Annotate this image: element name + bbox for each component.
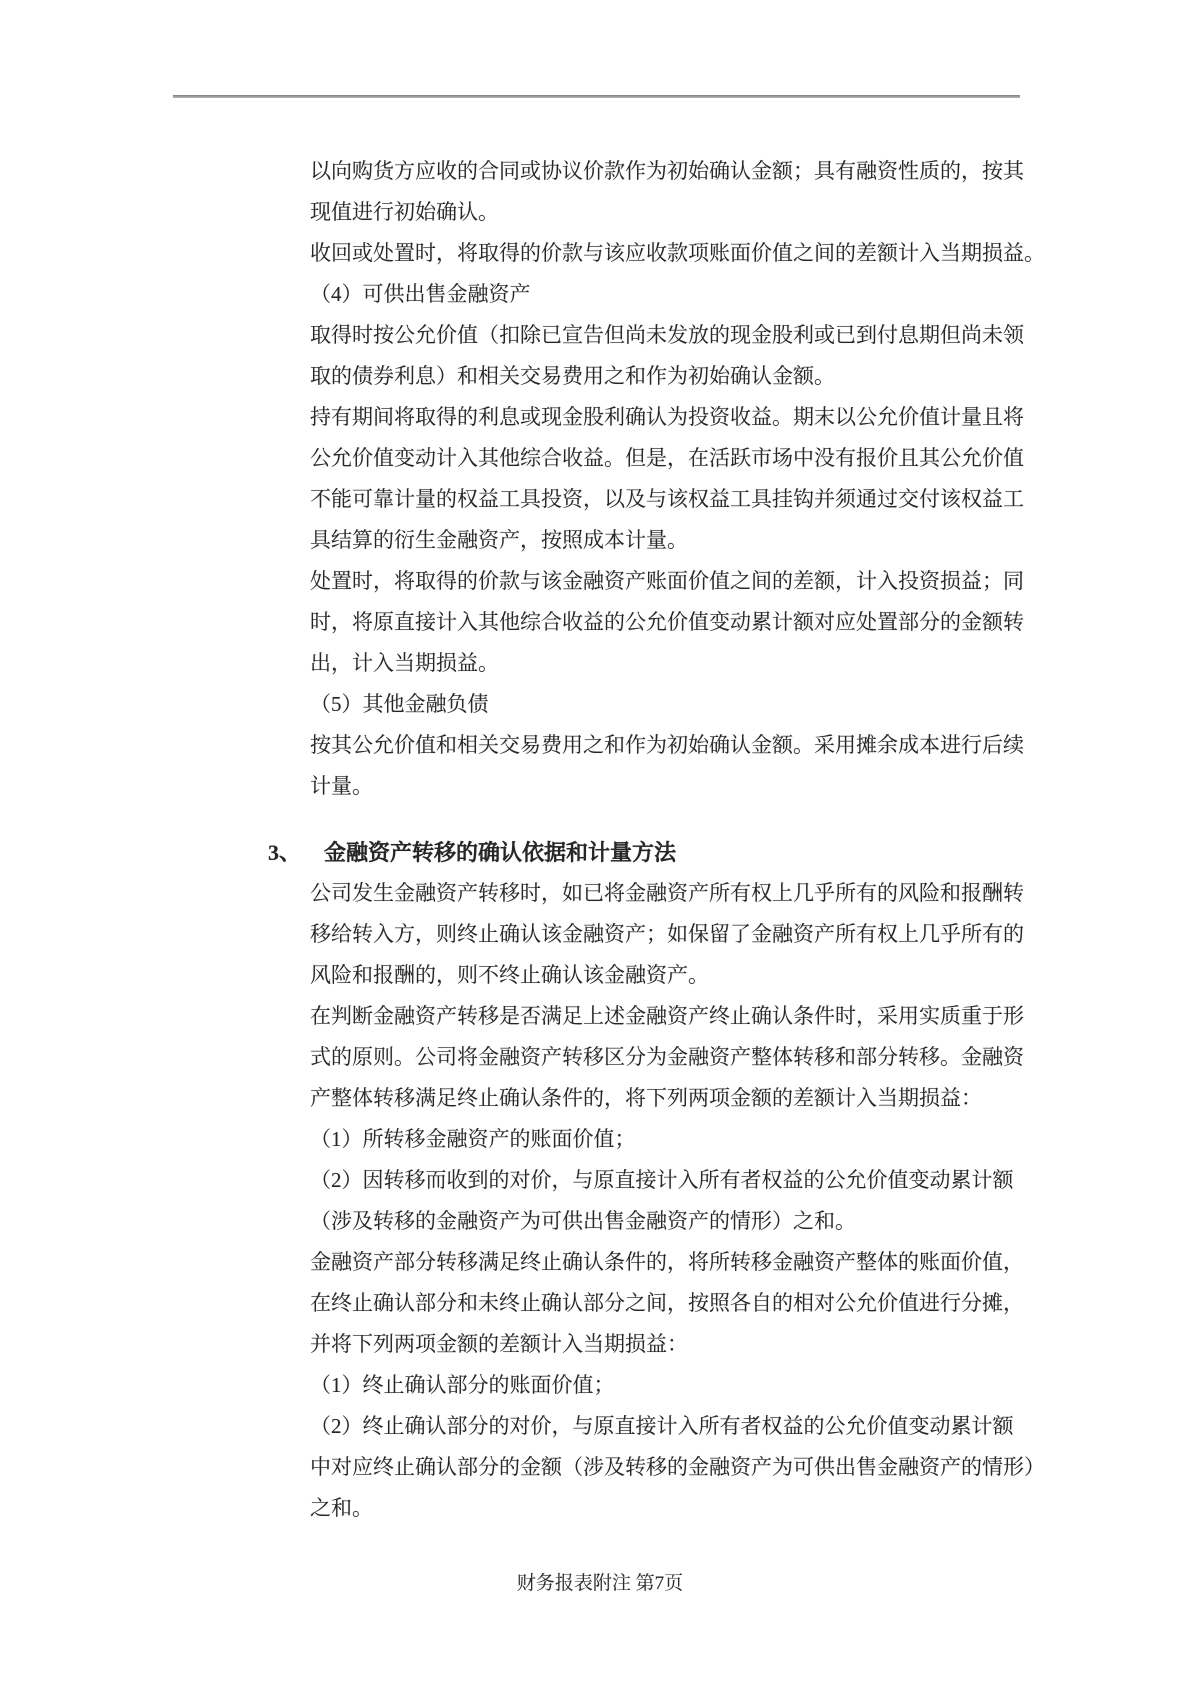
text-line: （1）终止确认部分的账面价值； — [310, 1373, 615, 1397]
section-number: 3、 — [268, 840, 302, 865]
text-line: 以向购货方应收的合同或协议价款作为初始确认金额；具有融资性质的，按其 — [310, 159, 1024, 183]
text-line: （2）因转移而收到的对价，与原直接计入所有者权益的公允价值变动累计额 — [310, 1168, 1014, 1192]
text-line: 时，将原直接计入其他综合收益的公允价值变动累计额对应处置部分的金额转 — [310, 610, 1024, 634]
text-line: 处置时，将取得的价款与该金融资产账面价值之间的差额，计入投资损益；同 — [310, 569, 1024, 593]
text-line: 产整体转移满足终止确认条件的，将下列两项金额的差额计入当期损益： — [310, 1086, 982, 1110]
text-line: （1）所转移金融资产的账面价值； — [310, 1127, 636, 1151]
document-body — [268, 151, 1070, 1529]
text-line: 持有期间将取得的利息或现金股利确认为投资收益。期末以公允价值计量且将 — [310, 405, 1024, 429]
text-line: 风险和报酬的，则不终止确认该金融资产。 — [310, 963, 709, 987]
text-line: 按其公允价值和相关交易费用之和作为初始确认金额。采用摊余成本进行后续 — [310, 733, 1024, 757]
text-line: 金融资产部分转移满足终止确认条件的，将所转移金融资产整体的账面价值， — [310, 1250, 1024, 1274]
text-line: 在终止确认部分和未终止确认部分之间，按照各自的相对公允价值进行分摊， — [310, 1291, 1024, 1315]
text-line: 在判断金融资产转移是否满足上述金融资产终止确认条件时，采用实质重于形 — [310, 1004, 1024, 1028]
text-line: 具结算的衍生金融资产，按照成本计量。 — [310, 528, 688, 552]
text-line: 现值进行初始确认。 — [310, 200, 499, 224]
text-line: 公司发生金融资产转移时，如已将金融资产所有权上几乎所有的风险和报酬转 — [310, 881, 1024, 905]
text-line: 不能可靠计量的权益工具投资，以及与该权益工具挂钩并须通过交付该权益工 — [310, 487, 1024, 511]
page-footer: 财务报表附注 第7页 — [516, 1573, 684, 1594]
text-line: 中对应终止确认部分的金额（涉及转移的金融资产为可供出售金融资产的情形） — [310, 1455, 1045, 1479]
text-line: 公允价值变动计入其他综合收益。但是，在活跃市场中没有报价且其公允价值 — [310, 446, 1024, 470]
text-line: 之和。 — [310, 1496, 373, 1520]
text-line: 式的原则。公司将金融资产转移区分为金融资产整体转移和部分转移。金融资 — [310, 1045, 1024, 1069]
text-line: （2）终止确认部分的对价，与原直接计入所有者权益的公允价值变动累计额 — [310, 1414, 1014, 1438]
text-line: （5）其他金融负债 — [310, 692, 489, 716]
text-line: （4）可供出售金融资产 — [310, 282, 531, 306]
text-line: 取得时按公允价值（扣除已宣告但尚未发放的现金股利或已到付息期但尚未领 — [310, 323, 1024, 347]
section-heading — [268, 832, 1070, 873]
text-line: （涉及转移的金融资产为可供出售金融资产的情形）之和。 — [310, 1209, 856, 1233]
text-line: 取的债券利息）和相关交易费用之和作为初始确认金额。 — [310, 364, 835, 388]
text-line: 出，计入当期损益。 — [310, 651, 499, 675]
section-title: 金融资产转移的确认依据和计量方法 — [324, 840, 677, 865]
text-line: 移给转入方，则终止确认该金融资产；如保留了金融资产所有权上几乎所有的 — [310, 922, 1024, 946]
header-rule — [173, 95, 1020, 98]
text-line: 并将下列两项金额的差额计入当期损益： — [310, 1332, 688, 1356]
text-line: 收回或处置时，将取得的价款与该应收款项账面价值之间的差额计入当期损益。 — [310, 241, 1045, 265]
text-line: 计量。 — [310, 774, 373, 798]
